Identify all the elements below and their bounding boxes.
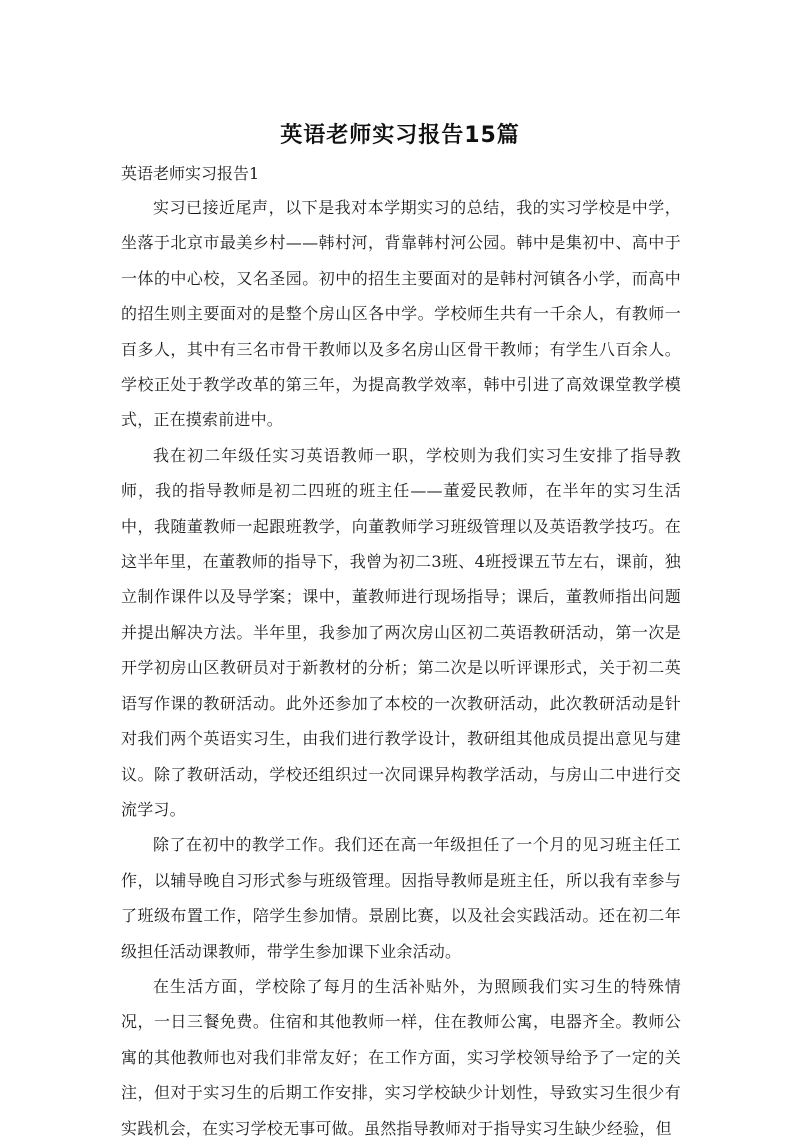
document-title: 英语老师实习报告15篇: [280, 123, 520, 148]
paragraph: 实习已接近尾声，以下是我对本学期实习的总结，我的实习学校是中学，坐落于北京市最美乡村——韩村河，背靠韩村河公园。韩中是集初中、高中于一体的中心校，又名圣园。初中的招生主要面对的是韩村河镇各小学，而高中的招生则主要面对的是整个房山区各中学。学校师生共有一千余人，有教师一百多人，其中有三名市骨干教师以及多名房山区骨干教师；有学生八百余人。学校正处于教学改革的第三年，为提高教学效率，韩中引进了高效课堂教学模式，正在摸索前进中。: [121, 198, 681, 430]
paragraph: 在生活方面，学校除了每月的生活补贴外，为照顾我们实习生的特殊情况，一日三餐免费。住宿和其他教师一样，住在教师公寓，电器齐全。教师公寓的其他教师也对我们非常友好；在工作方面，实习学校领导给予了一定的关注，但对于实习生的后期工作安排，实习学校缺少计划性，导致实习生很少有实践机会，在实习学校无事可做。虽然指导教师对于指导实习生缺少经验，但: [121, 976, 681, 1138]
paragraph: 除了在初中的教学工作。我们还在高一年级担任了一个月的见习班主任工作，以辅导晚自习形式参与班级管理。因指导教师是班主任，所以我有幸参与了班级布置工作，陪学生参加情。景剧比赛，以及社会实践活动。还在初二年级担任活动课教师，带学生参加课下业余活动。: [121, 835, 681, 961]
report-subtitle: 英语老师实习报告1: [121, 164, 260, 183]
report-body: [121, 190, 681, 1146]
paragraph: 我在初二年级任实习英语教师一职，学校则为我们实习生安排了指导教师，我的指导教师是初二四班的班主任——董爱民教师，在半年的实习生活中，我随董教师一起跟班教学，向董教师学习班级管理以及英语教学技巧。在这半年里，在董教师的指导下，我曾为初二3班、4班授课五节左右，课前，独立制作课件以及导学案；课中，董教师进行现场指导；课后，董教师指出问题并提出解决方法。半年里，我参加了两次房山区初二英语教研活动，第一次是开学初房山区教研员对于新教材的分析；第二次是以听评课形式，关于初二英语写作课的教研活动。此外还参加了本校的一次教研活动，此次教研活动是针对我们两个英语实习生，由我们进行教学设计，教研组其他成员提出意见与建议。除了教研活动，学校还组织过一次同课异构教学活动，与房山二中进行交流学习。: [121, 445, 681, 819]
